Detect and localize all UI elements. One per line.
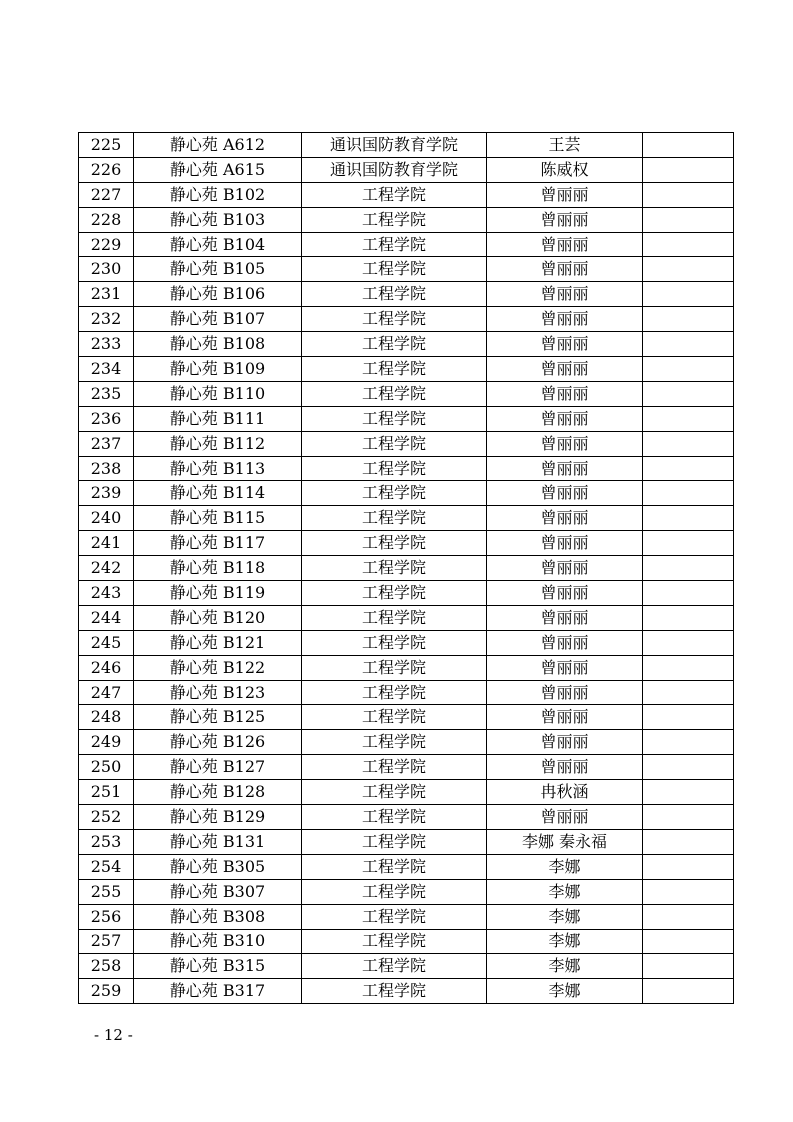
- cell-college: 工程学院: [302, 556, 487, 581]
- cell-room: 静心苑 B125: [134, 705, 302, 730]
- cell-number: 255: [79, 879, 134, 904]
- cell-number: 251: [79, 780, 134, 805]
- cell-extra: [643, 879, 734, 904]
- cell-number: 237: [79, 431, 134, 456]
- cell-number: 256: [79, 904, 134, 929]
- cell-college: 工程学院: [302, 879, 487, 904]
- table-row: [79, 357, 734, 382]
- cell-person: 曾丽丽: [487, 556, 643, 581]
- cell-college: 工程学院: [302, 755, 487, 780]
- cell-number: 249: [79, 730, 134, 755]
- table-row: [79, 780, 734, 805]
- cell-extra: [643, 133, 734, 158]
- cell-number: 226: [79, 157, 134, 182]
- cell-college: 工程学院: [302, 232, 487, 257]
- cell-person: 王芸: [487, 133, 643, 158]
- table-row: [79, 332, 734, 357]
- cell-college: 工程学院: [302, 506, 487, 531]
- cell-number: 232: [79, 307, 134, 332]
- table-row: [79, 954, 734, 979]
- cell-number: 259: [79, 979, 134, 1004]
- cell-extra: [643, 556, 734, 581]
- cell-extra: [643, 805, 734, 830]
- cell-extra: [643, 630, 734, 655]
- cell-extra: [643, 929, 734, 954]
- page-number: - 12 -: [94, 1026, 133, 1044]
- cell-extra: [643, 332, 734, 357]
- cell-room: 静心苑 B123: [134, 680, 302, 705]
- table-body: [79, 133, 734, 1004]
- cell-number: 240: [79, 506, 134, 531]
- cell-person: 陈威权: [487, 157, 643, 182]
- cell-number: 245: [79, 630, 134, 655]
- cell-room: 静心苑 B112: [134, 431, 302, 456]
- cell-extra: [643, 357, 734, 382]
- cell-person: 曾丽丽: [487, 357, 643, 382]
- cell-room: 静心苑 B115: [134, 506, 302, 531]
- cell-number: 238: [79, 456, 134, 481]
- cell-college: 工程学院: [302, 829, 487, 854]
- cell-extra: [643, 381, 734, 406]
- cell-number: 252: [79, 805, 134, 830]
- table-row: [79, 506, 734, 531]
- cell-college: 工程学院: [302, 805, 487, 830]
- cell-college: 工程学院: [302, 630, 487, 655]
- cell-person: 曾丽丽: [487, 730, 643, 755]
- cell-person: 李娜 秦永福: [487, 829, 643, 854]
- cell-person: 李娜: [487, 879, 643, 904]
- cell-person: 曾丽丽: [487, 456, 643, 481]
- cell-person: 曾丽丽: [487, 630, 643, 655]
- cell-number: 244: [79, 605, 134, 630]
- cell-person: 曾丽丽: [487, 531, 643, 556]
- cell-number: 233: [79, 332, 134, 357]
- cell-number: 248: [79, 705, 134, 730]
- cell-number: 258: [79, 954, 134, 979]
- cell-room: 静心苑 B119: [134, 581, 302, 606]
- cell-number: 257: [79, 929, 134, 954]
- cell-extra: [643, 605, 734, 630]
- table-row: [79, 879, 734, 904]
- cell-extra: [643, 506, 734, 531]
- cell-person: 曾丽丽: [487, 406, 643, 431]
- cell-person: 李娜: [487, 979, 643, 1004]
- cell-person: 曾丽丽: [487, 581, 643, 606]
- cell-room: 静心苑 B122: [134, 655, 302, 680]
- table-row: [79, 157, 734, 182]
- cell-person: 曾丽丽: [487, 232, 643, 257]
- table-row: [79, 381, 734, 406]
- cell-college: 工程学院: [302, 481, 487, 506]
- cell-college: 工程学院: [302, 655, 487, 680]
- cell-college: 工程学院: [302, 307, 487, 332]
- cell-college: 工程学院: [302, 257, 487, 282]
- table-row: [79, 431, 734, 456]
- cell-number: 235: [79, 381, 134, 406]
- table-row: [79, 531, 734, 556]
- cell-person: 冉秋涵: [487, 780, 643, 805]
- cell-college: 工程学院: [302, 854, 487, 879]
- cell-number: 234: [79, 357, 134, 382]
- cell-number: 250: [79, 755, 134, 780]
- table-row: [79, 655, 734, 680]
- cell-person: 曾丽丽: [487, 805, 643, 830]
- cell-person: 曾丽丽: [487, 755, 643, 780]
- cell-room: 静心苑 B108: [134, 332, 302, 357]
- cell-extra: [643, 979, 734, 1004]
- cell-college: 工程学院: [302, 954, 487, 979]
- cell-number: 231: [79, 282, 134, 307]
- table-row: [79, 829, 734, 854]
- cell-person: 曾丽丽: [487, 332, 643, 357]
- table-row: [79, 705, 734, 730]
- cell-extra: [643, 854, 734, 879]
- cell-room: 静心苑 B127: [134, 755, 302, 780]
- cell-room: 静心苑 A615: [134, 157, 302, 182]
- table-row: [79, 207, 734, 232]
- cell-person: 曾丽丽: [487, 481, 643, 506]
- cell-number: 227: [79, 182, 134, 207]
- cell-college: 工程学院: [302, 431, 487, 456]
- table-row: [79, 929, 734, 954]
- table-row: [79, 556, 734, 581]
- cell-person: 曾丽丽: [487, 257, 643, 282]
- cell-extra: [643, 257, 734, 282]
- cell-extra: [643, 904, 734, 929]
- cell-extra: [643, 680, 734, 705]
- table-row: [79, 854, 734, 879]
- cell-room: 静心苑 A612: [134, 133, 302, 158]
- cell-extra: [643, 456, 734, 481]
- table-row: [79, 133, 734, 158]
- cell-room: 静心苑 B317: [134, 979, 302, 1004]
- cell-room: 静心苑 B111: [134, 406, 302, 431]
- cell-college: 工程学院: [302, 182, 487, 207]
- cell-room: 静心苑 B129: [134, 805, 302, 830]
- cell-extra: [643, 157, 734, 182]
- cell-room: 静心苑 B118: [134, 556, 302, 581]
- table-row: [79, 805, 734, 830]
- cell-college: 工程学院: [302, 929, 487, 954]
- cell-number: 246: [79, 655, 134, 680]
- cell-person: 李娜: [487, 954, 643, 979]
- cell-extra: [643, 705, 734, 730]
- cell-number: 243: [79, 581, 134, 606]
- cell-extra: [643, 829, 734, 854]
- cell-extra: [643, 232, 734, 257]
- cell-room: 静心苑 B104: [134, 232, 302, 257]
- cell-college: 工程学院: [302, 332, 487, 357]
- table-row: [79, 730, 734, 755]
- cell-college: 工程学院: [302, 406, 487, 431]
- cell-college: 通识国防教育学院: [302, 157, 487, 182]
- table-row: [79, 406, 734, 431]
- cell-extra: [643, 954, 734, 979]
- cell-person: 曾丽丽: [487, 207, 643, 232]
- cell-college: 工程学院: [302, 456, 487, 481]
- cell-extra: [643, 655, 734, 680]
- room-assignment-table: [78, 132, 734, 1004]
- table-row: [79, 232, 734, 257]
- cell-number: 225: [79, 133, 134, 158]
- table-row: [79, 182, 734, 207]
- table-row: [79, 979, 734, 1004]
- cell-room: 静心苑 B109: [134, 357, 302, 382]
- table-row: [79, 257, 734, 282]
- table-row: [79, 282, 734, 307]
- cell-person: 曾丽丽: [487, 182, 643, 207]
- cell-college: 工程学院: [302, 605, 487, 630]
- cell-extra: [643, 730, 734, 755]
- cell-room: 静心苑 B102: [134, 182, 302, 207]
- cell-extra: [643, 481, 734, 506]
- cell-extra: [643, 431, 734, 456]
- cell-room: 静心苑 B315: [134, 954, 302, 979]
- table-row: [79, 581, 734, 606]
- cell-person: 曾丽丽: [487, 705, 643, 730]
- cell-extra: [643, 755, 734, 780]
- cell-person: 曾丽丽: [487, 307, 643, 332]
- cell-person: 曾丽丽: [487, 680, 643, 705]
- cell-room: 静心苑 B103: [134, 207, 302, 232]
- cell-person: 曾丽丽: [487, 605, 643, 630]
- table-row: [79, 481, 734, 506]
- cell-number: 228: [79, 207, 134, 232]
- cell-person: 曾丽丽: [487, 506, 643, 531]
- cell-room: 静心苑 B107: [134, 307, 302, 332]
- cell-number: 253: [79, 829, 134, 854]
- cell-number: 230: [79, 257, 134, 282]
- cell-extra: [643, 282, 734, 307]
- cell-extra: [643, 406, 734, 431]
- cell-number: 242: [79, 556, 134, 581]
- cell-room: 静心苑 B105: [134, 257, 302, 282]
- cell-person: 李娜: [487, 854, 643, 879]
- cell-room: 静心苑 B128: [134, 780, 302, 805]
- cell-extra: [643, 581, 734, 606]
- cell-person: 曾丽丽: [487, 431, 643, 456]
- cell-college: 工程学院: [302, 381, 487, 406]
- cell-person: 李娜: [487, 929, 643, 954]
- cell-room: 静心苑 B310: [134, 929, 302, 954]
- cell-extra: [643, 780, 734, 805]
- cell-number: 254: [79, 854, 134, 879]
- cell-college: 通识国防教育学院: [302, 133, 487, 158]
- cell-room: 静心苑 B114: [134, 481, 302, 506]
- cell-room: 静心苑 B110: [134, 381, 302, 406]
- cell-room: 静心苑 B120: [134, 605, 302, 630]
- cell-number: 229: [79, 232, 134, 257]
- cell-room: 静心苑 B131: [134, 829, 302, 854]
- cell-college: 工程学院: [302, 357, 487, 382]
- cell-college: 工程学院: [302, 780, 487, 805]
- cell-college: 工程学院: [302, 705, 487, 730]
- cell-college: 工程学院: [302, 207, 487, 232]
- cell-extra: [643, 207, 734, 232]
- cell-room: 静心苑 B305: [134, 854, 302, 879]
- cell-person: 曾丽丽: [487, 282, 643, 307]
- cell-room: 静心苑 B307: [134, 879, 302, 904]
- cell-person: 曾丽丽: [487, 655, 643, 680]
- cell-college: 工程学院: [302, 904, 487, 929]
- cell-number: 241: [79, 531, 134, 556]
- cell-college: 工程学院: [302, 581, 487, 606]
- cell-person: 李娜: [487, 904, 643, 929]
- cell-extra: [643, 531, 734, 556]
- cell-room: 静心苑 B117: [134, 531, 302, 556]
- cell-college: 工程学院: [302, 979, 487, 1004]
- cell-number: 247: [79, 680, 134, 705]
- table-row: [79, 307, 734, 332]
- cell-room: 静心苑 B308: [134, 904, 302, 929]
- cell-room: 静心苑 B121: [134, 630, 302, 655]
- cell-extra: [643, 182, 734, 207]
- cell-college: 工程学院: [302, 730, 487, 755]
- table-row: [79, 680, 734, 705]
- cell-college: 工程学院: [302, 531, 487, 556]
- cell-extra: [643, 307, 734, 332]
- cell-college: 工程学院: [302, 680, 487, 705]
- cell-number: 239: [79, 481, 134, 506]
- cell-college: 工程学院: [302, 282, 487, 307]
- cell-room: 静心苑 B126: [134, 730, 302, 755]
- table-row: [79, 904, 734, 929]
- cell-person: 曾丽丽: [487, 381, 643, 406]
- table-row: [79, 605, 734, 630]
- cell-room: 静心苑 B106: [134, 282, 302, 307]
- table-row: [79, 456, 734, 481]
- cell-room: 静心苑 B113: [134, 456, 302, 481]
- cell-number: 236: [79, 406, 134, 431]
- table-row: [79, 630, 734, 655]
- table-row: [79, 755, 734, 780]
